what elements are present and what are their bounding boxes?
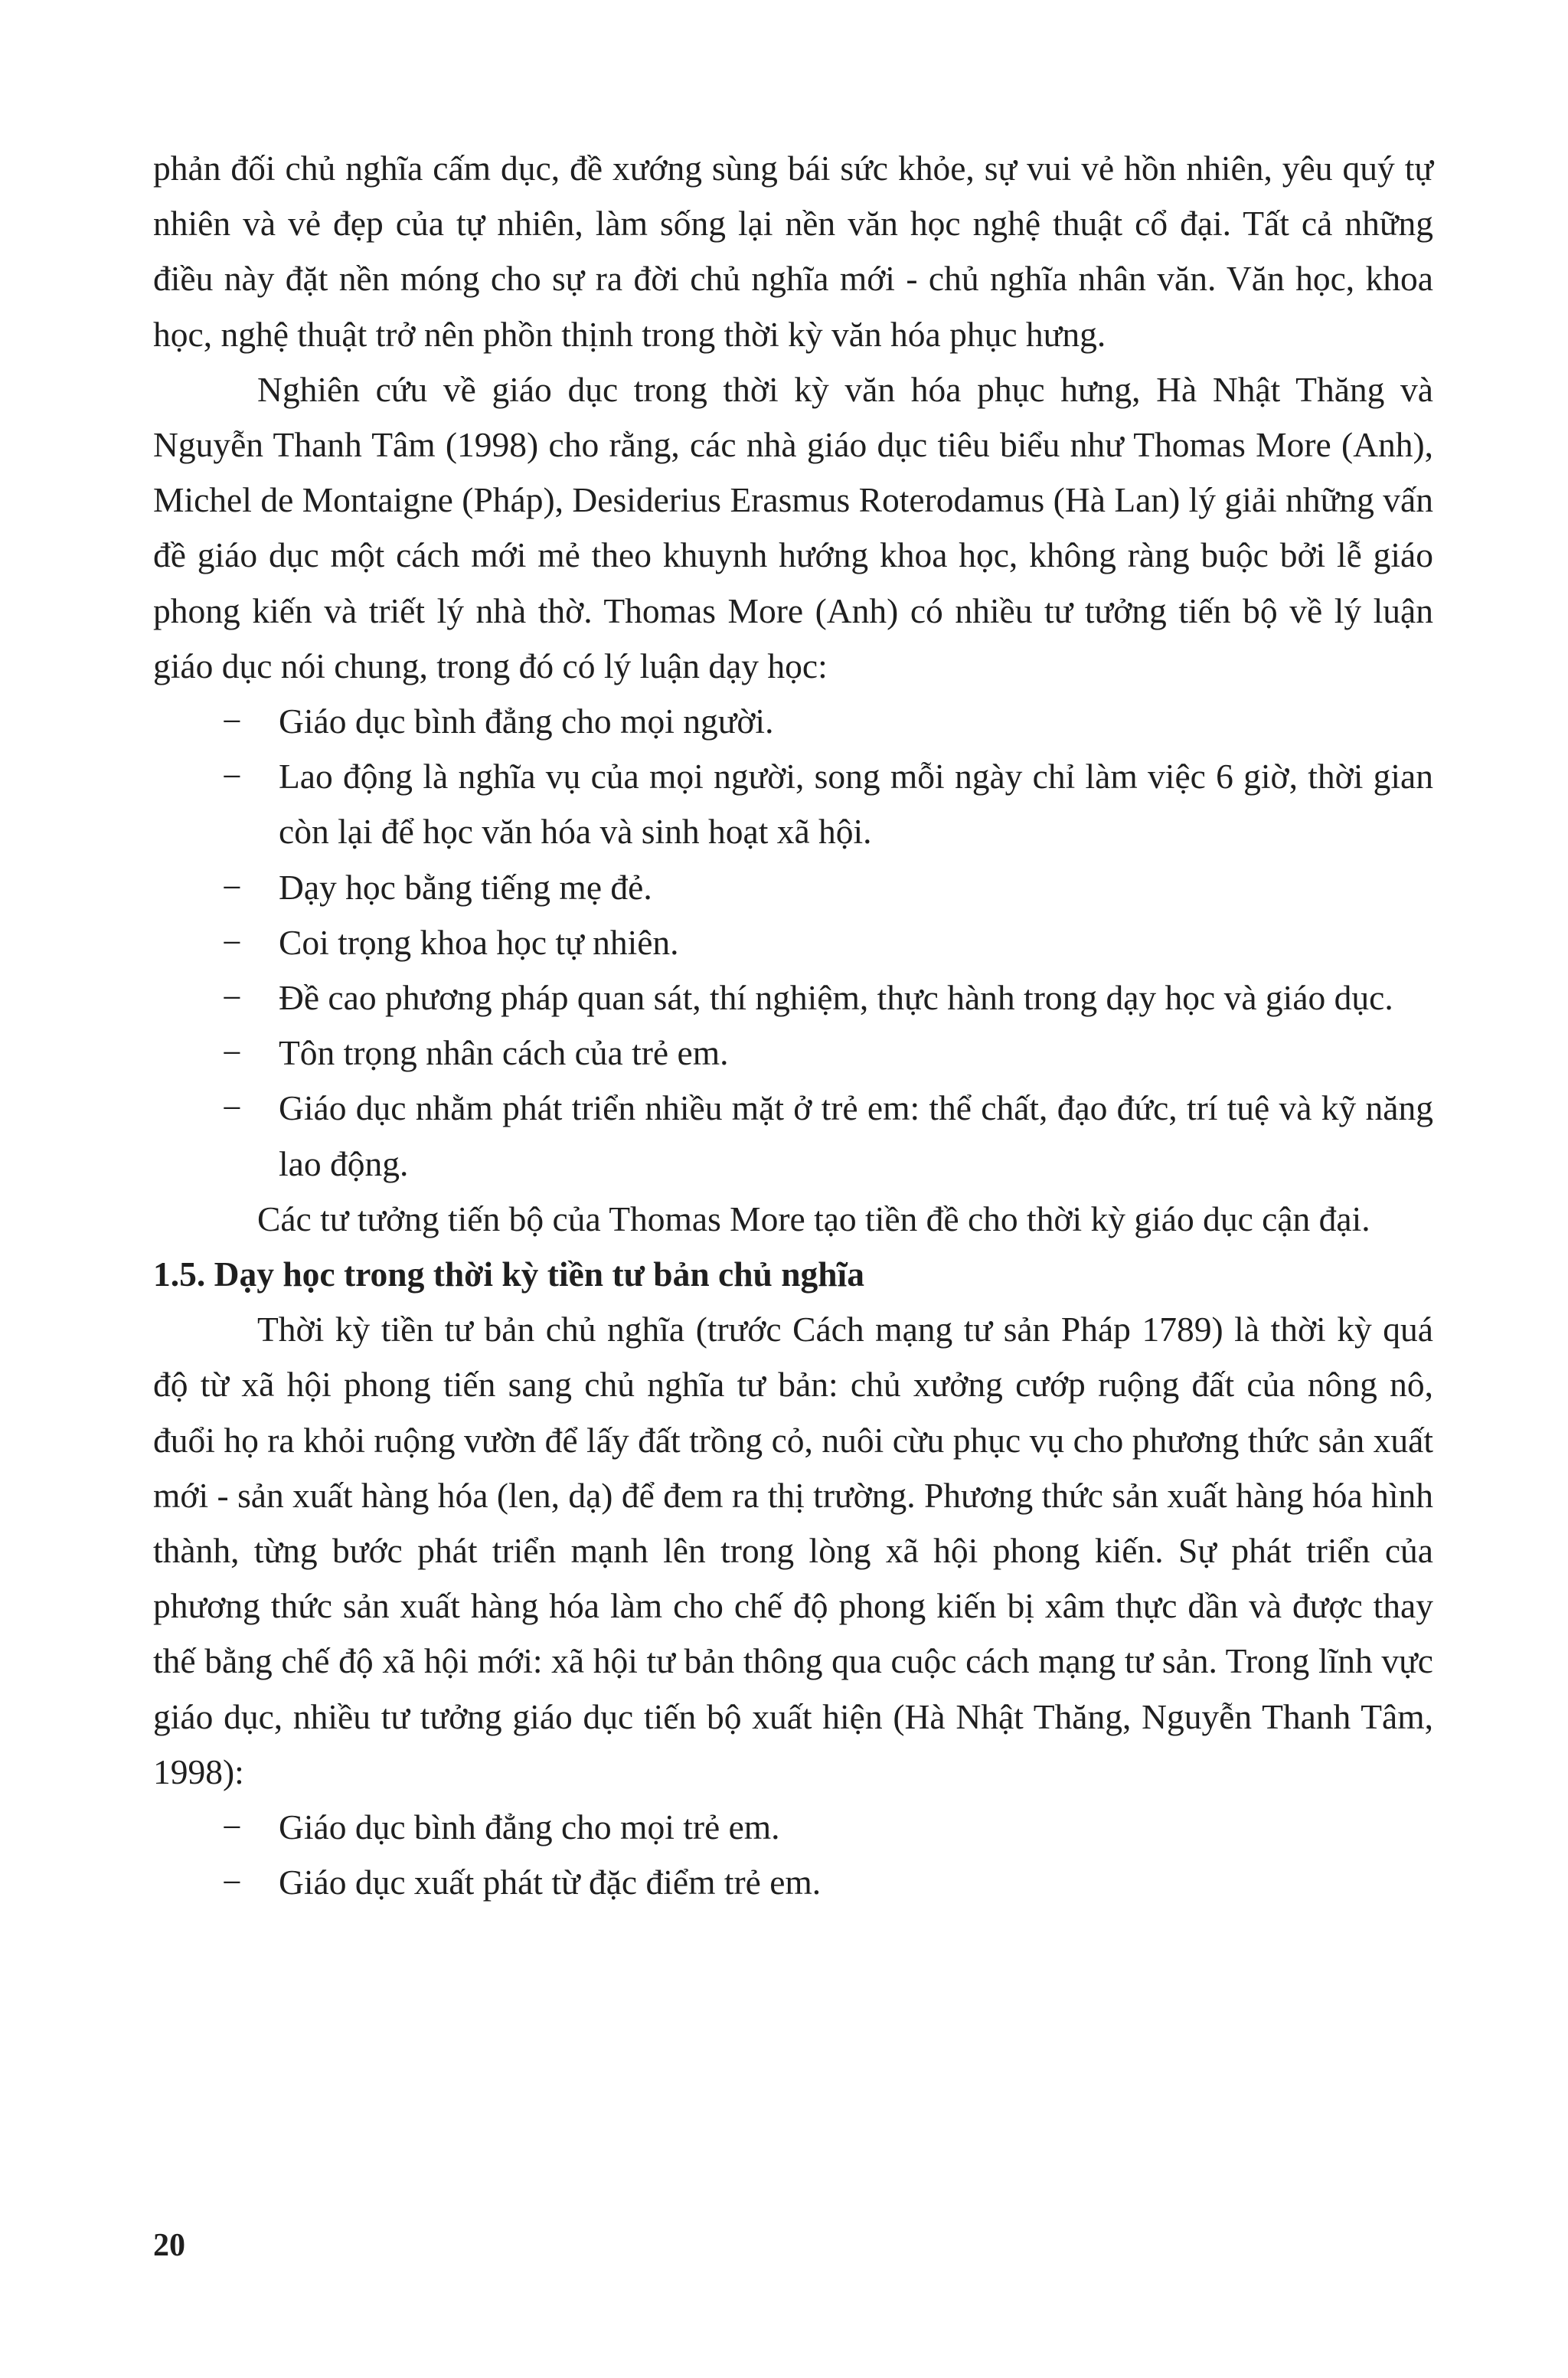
list-item [153, 1800, 1433, 1855]
list-item [153, 694, 1433, 749]
list-item-text: Giáo dục xuất phát từ đặc điểm trẻ em. [279, 1863, 822, 1902]
list-item-text: Dạy học bằng tiếng mẹ đẻ. [279, 867, 652, 907]
page-number: 20 [153, 2228, 185, 2263]
list-item-text: Giáo dục bình đẳng cho mọi người. [279, 702, 774, 741]
list-item [153, 1025, 1433, 1081]
section-heading: 1.5. Dạy học trong thời kỳ tiền tư bản chủ nghĩa [153, 1254, 864, 1294]
dash-bullet: − [222, 1033, 242, 1073]
pre-capitalist-ideas-list [153, 1800, 1433, 1910]
paragraph-thomas-more-summary: Các tư tưởng tiến bộ của Thomas More tạo tiền đề cho thời kỳ giáo dục cận đại. [257, 1199, 1370, 1238]
list-item-text: Lao động là nghĩa vụ của mọi người, song mỗi ngày chỉ làm việc 6 giờ, thời gian còn lại để học văn hóa và sinh hoạt xã hội. [279, 757, 1433, 852]
dash-bullet: − [222, 702, 242, 741]
paragraph-renaissance-continuation: phản đối chủ nghĩa cấm dục, đề xướng sùng bái sức khỏe, sự vui vẻ hồn nhiên, yêu quý tự nhiên và vẻ đẹp của tự nhiên, làm sống lại nền văn học nghệ thuật cổ đại. Tất cả những điều này đặt nền móng cho sự ra đời chủ nghĩa mới - chủ nghĩa nhân văn. Văn học, khoa học, nghệ thuật trở nên phồn thịnh trong thời kỳ văn hóa phục hưng. [153, 149, 1433, 354]
page-content [153, 141, 1433, 1911]
list-item [153, 1081, 1433, 1191]
thomas-more-ideas-list [153, 694, 1433, 1192]
dash-bullet: − [222, 978, 242, 1018]
dash-bullet: − [222, 1863, 242, 1902]
list-item-text: Giáo dục nhằm phát triển nhiều mặt ở trẻ em: thể chất, đạo đức, trí tuệ và kỹ năng lao động. [279, 1088, 1433, 1183]
list-item-text: Giáo dục bình đẳng cho mọi trẻ em. [279, 1807, 780, 1847]
paragraph-renaissance-education: Nghiên cứu về giáo dục trong thời kỳ văn hóa phục hưng, Hà Nhật Thăng và Nguyễn Thanh Tâm (1998) cho rằng, các nhà giáo dục tiêu biểu như Thomas More (Anh), Michel de Montaigne (Pháp), Desiderius Erasmus Roterodamus (Hà Lan) lý giải những vấn đề giáo dục một cách mới mẻ theo khuynh hướng khoa học, không ràng buộc bởi lễ giáo phong kiến và triết lý nhà thờ. Thomas More (Anh) có nhiều tư tưởng tiến bộ về lý luận giáo dục nói chung, trong đó có lý luận dạy học: [153, 369, 1433, 685]
dash-bullet: − [222, 1088, 242, 1128]
list-item-text: Coi trọng khoa học tự nhiên. [279, 922, 679, 962]
list-item [153, 860, 1433, 915]
list-item [153, 1855, 1433, 1910]
list-item [153, 915, 1433, 970]
list-item-text: Đề cao phương pháp quan sát, thí nghiệm, thực hành trong dạy học và giáo dục. [279, 978, 1393, 1018]
dash-bullet: − [222, 922, 242, 962]
dash-bullet: − [222, 867, 242, 907]
paragraph-pre-capitalist-period: Thời kỳ tiền tư bản chủ nghĩa (trước Cách mạng tư sản Pháp 1789) là thời kỳ quá độ từ xã hội phong tiến sang chủ nghĩa tư bản: chủ xưởng cướp ruộng đất của nông nô, đuổi họ ra khỏi ruộng vườn để lấy đất trồng cỏ, nuôi cừu phục vụ cho phương thức sản xuất mới - sản xuất hàng hóa (len, dạ) để đem ra thị trường. Phương thức sản xuất hàng hóa hình thành, từng bước phát triển mạnh lên trong lòng xã hội phong kiến. Sự phát triển của phương thức sản xuất hàng hóa làm cho chế độ phong kiến bị xâm thực dần và được thay thế bằng chế độ xã hội mới: xã hội tư bản thông qua cuộc cách mạng tư sản. Trong lĩnh vực giáo dục, nhiều tư tưởng giáo dục tiến bộ xuất hiện (Hà Nhật Thăng, Nguyễn Thanh Tâm, 1998): [153, 1310, 1433, 1791]
list-item [153, 749, 1433, 859]
list-item [153, 970, 1433, 1025]
dash-bullet: − [222, 757, 242, 796]
list-item-text: Tôn trọng nhân cách của trẻ em. [279, 1033, 729, 1073]
dash-bullet: − [222, 1807, 242, 1847]
